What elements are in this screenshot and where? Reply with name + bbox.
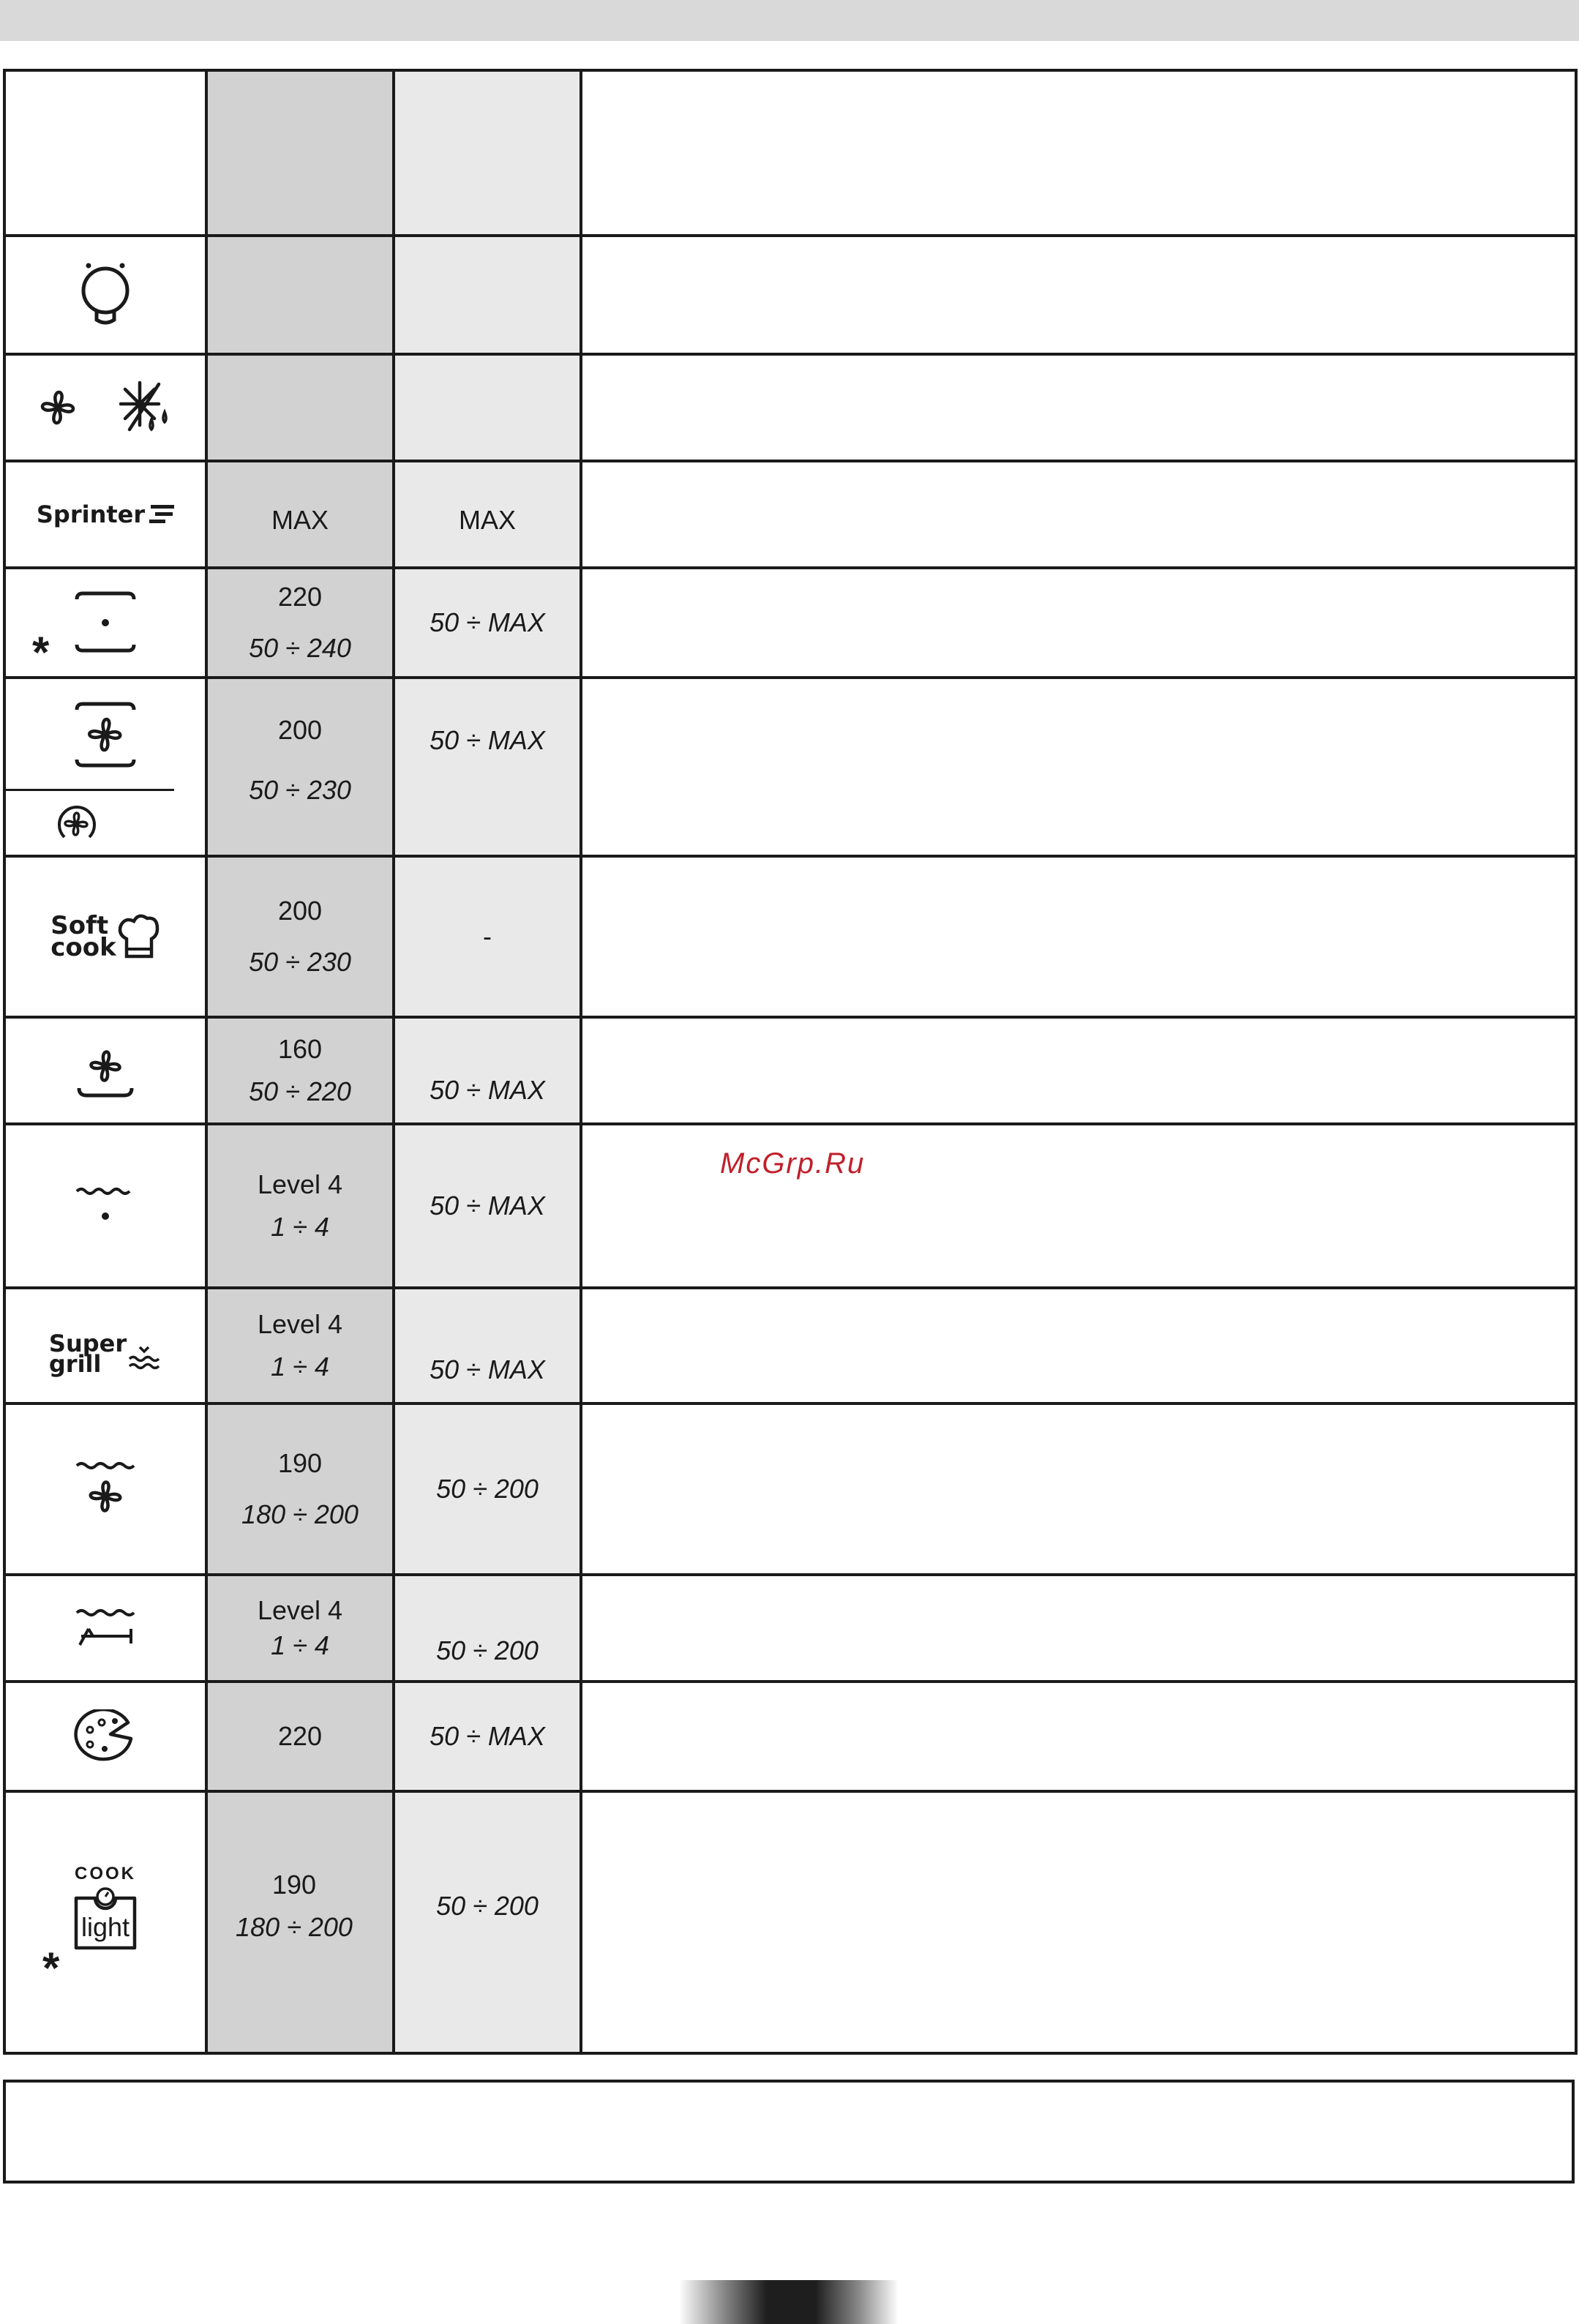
temp-default: 200 [277,896,323,926]
grill-waves-icon [128,1335,162,1372]
table-row [4,1682,1576,1791]
table-row [4,1575,1576,1682]
chef-hat-icon [118,912,160,961]
asterisk-note: * [32,628,50,677]
fan-icon [34,384,81,431]
fan-bottom-heat-icon [76,1041,135,1100]
asterisk-note: * [42,1943,60,1993]
note-box [3,2080,1575,2184]
super-grill-text-grill: grill [48,1350,102,1378]
table-row [4,70,1576,236]
temp-default: 200 [277,715,323,745]
table-row [4,1017,1576,1124]
rotisserie-grill-icon [74,1605,137,1651]
table-row [4,678,1576,856]
temp-default: 220 [277,1721,323,1751]
temp-range: 180 ÷ 200 [241,1499,359,1529]
micro-value: 50 ÷ MAX [430,725,545,755]
table-row [4,1791,1576,2053]
temp-range: 1 ÷ 4 [271,1630,329,1660]
table-row [4,354,1576,461]
temp-default: 190 [271,1870,317,1900]
defrost-icon [115,377,176,438]
table-row [4,568,1576,678]
micro-value: 50 ÷ 200 [436,1635,539,1665]
micro-value: 50 ÷ MAX [430,1075,545,1105]
table-row [4,1288,1576,1403]
temp-range: 180 ÷ 200 [236,1912,353,1942]
watermark: McGrp.Ru [720,1147,866,1180]
cook-light-text-cook: COOK [75,1864,136,1883]
micro-value: MAX [458,505,516,535]
sprinter-lines-icon [148,503,174,525]
fan-grill-icon [74,1458,137,1520]
fan-oven-icon [74,701,137,768]
temp-default: 190 [277,1448,323,1478]
micro-value: 50 ÷ MAX [430,1191,545,1221]
top-bar [0,0,1579,41]
temp-default: Level 4 [257,1595,343,1625]
super-grill-logo [6,1317,205,1378]
soft-cook-text-soft: Soft [50,911,109,940]
conventional-icon [72,589,138,656]
temp-default: 160 [277,1034,323,1064]
micro-value: - [483,921,492,951]
oven-functions-table [3,69,1578,2055]
temp-range: 50 ÷ 220 [249,1076,351,1106]
fan-circle-icon [54,802,98,846]
temp-default: MAX [271,505,329,535]
micro-value: 50 ÷ MAX [430,1721,545,1751]
table-row [4,856,1576,1017]
lamp-icon [72,258,138,331]
micro-value: 50 ÷ 200 [436,1891,539,1921]
header-micro-cell [394,70,581,236]
temp-default: 220 [277,582,323,612]
temp-default: Level 4 [257,1309,343,1339]
cook-light-logo [65,1864,146,1951]
header-desc-cell [581,70,1576,236]
micro-value: 50 ÷ 200 [436,1474,539,1504]
soft-cook-logo [6,912,205,961]
temp-range: 50 ÷ 230 [249,775,351,805]
table-row [4,1403,1576,1575]
header-icon-cell [4,70,206,236]
cook-light-text-light: light [80,1912,130,1942]
sprinter-logo-text: Sprinter [36,501,146,528]
table-row [4,461,1576,568]
grill-icon [72,1184,138,1228]
table-row [4,236,1576,354]
super-grill-text-super: Super [48,1330,127,1357]
micro-value: 50 ÷ MAX [430,1354,545,1384]
page-number-tab [679,2280,899,2324]
pizza-icon [74,1709,137,1763]
micro-value: 50 ÷ MAX [430,607,545,637]
temp-default: Level 4 [257,1169,343,1199]
temp-range: 1 ÷ 4 [271,1352,329,1382]
sprinter-logo [6,501,205,528]
header-temp-cell [206,70,394,236]
temp-range: 1 ÷ 4 [271,1212,329,1242]
temp-range: 50 ÷ 240 [249,633,351,663]
temp-range: 50 ÷ 230 [249,947,351,977]
soft-cook-text-cook: cook [50,933,116,962]
icon-divider [6,789,174,791]
